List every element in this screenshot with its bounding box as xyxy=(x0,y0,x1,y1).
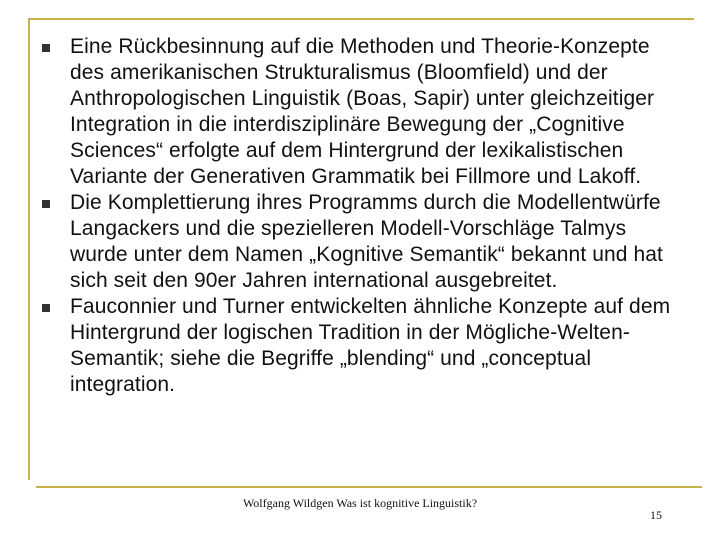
square-bullet-icon xyxy=(42,200,50,208)
square-bullet-icon xyxy=(42,304,50,312)
square-bullet-icon xyxy=(42,44,50,52)
bullet-text: Die Komplettierung ihres Programms durch die Modellentwürfe Langackers und die spezielleren Modell-Vorschläge Talmys wurde unter dem Namen „Kognitive Semantik“ bekannt und hat sich seit den 90er Jahren international ausgebreitet. xyxy=(70,191,663,292)
bullet-list xyxy=(40,34,676,398)
bullet-text: Eine Rückbesinnung auf die Methoden und Theorie-Konzepte des amerikanischen Strukturalismus (Bloomfield) und der Anthropologischen Linguistik (Boas, Sapir) unter gleichzeitiger Integration in die interdisziplinäre Bewegung der „Cognitive Sciences“ erfolgte auf dem Hintergrund der lexikalistischen Variante der Generativen Grammatik bei Fillmore und Lakoff. xyxy=(70,35,655,188)
bullet-item xyxy=(40,34,676,190)
footer-text: Wolfgang Wildgen Was ist kognitive Linguistik? xyxy=(242,496,478,510)
frame-left-line xyxy=(28,18,30,480)
bullet-text: Fauconnier und Turner entwickelten ähnliche Konzepte auf dem Hintergrund der logischen Tradition in der Mögliche-Welten-Semantik; siehe die Begriffe „blending“ und „conceptual integration. xyxy=(70,295,671,396)
bullet-item xyxy=(40,190,676,294)
bullet-item xyxy=(40,294,676,398)
page-number: 15 xyxy=(650,508,662,522)
frame-bottom-line xyxy=(36,486,702,488)
frame-top-line xyxy=(28,18,694,20)
